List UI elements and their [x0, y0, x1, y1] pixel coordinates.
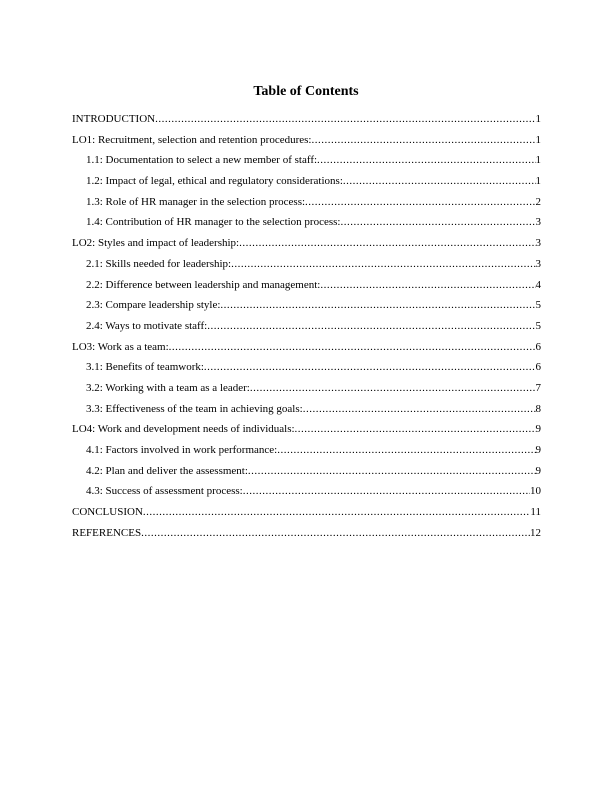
toc-entry-label: 3.1: Benefits of teamwork:: [86, 361, 204, 374]
toc-entry[interactable]: [72, 464, 541, 485]
toc-dot-leader: [141, 526, 530, 540]
toc-entry-label: 2.4: Ways to motivate staff:: [86, 319, 208, 332]
toc-entry[interactable]: [72, 153, 541, 174]
toc-dot-leader: [143, 505, 531, 519]
toc-dot-leader: [207, 319, 535, 333]
toc-entry-label: 3.3: Effectiveness of the team in achieving goals:: [86, 402, 303, 415]
toc-entry-page-number: 4: [535, 278, 541, 291]
toc-dot-leader: [305, 195, 535, 209]
toc-dot-leader: [343, 174, 536, 188]
toc-entry-page-number: 9: [535, 423, 541, 436]
toc-entry[interactable]: [72, 360, 541, 381]
toc-entry[interactable]: [72, 298, 541, 319]
toc-dot-leader: [320, 278, 535, 292]
toc-entry[interactable]: [72, 133, 541, 154]
toc-entry-page-number: 3: [535, 257, 541, 270]
toc-entry[interactable]: [72, 443, 541, 464]
toc-dot-leader: [204, 360, 536, 374]
toc-dot-leader: [311, 133, 535, 147]
toc-dot-leader: [317, 153, 535, 167]
toc-entry-label: 4.2: Plan and deliver the assessment:: [86, 464, 248, 477]
toc-entry-page-number: 12: [530, 526, 541, 539]
toc-entry-page-number: 3: [535, 216, 541, 229]
toc-entry-page-number: 3: [535, 237, 541, 250]
toc-entry-label: REFERENCES: [72, 526, 142, 539]
toc-entry-label: LO1: Recruitment, selection and retention procedures:: [72, 133, 312, 146]
toc-entry-label: 1.2: Impact of legal, ethical and regulatory considerations:: [86, 175, 343, 188]
toc-entry-label: 2.1: Skills needed for leadership:: [86, 257, 232, 270]
toc-entry[interactable]: [72, 381, 541, 402]
toc-entry-label: 3.2: Working with a team as a leader:: [86, 381, 250, 394]
toc-entry-label: 1.3: Role of HR manager in the selection process:: [86, 195, 306, 208]
toc-entry-label: 1.1: Documentation to select a new member of staff:: [86, 154, 318, 167]
toc-entry-label: 1.4: Contribution of HR manager to the selection process:: [86, 216, 341, 229]
toc-entry-label: 4.1: Factors involved in work performance:: [86, 444, 278, 456]
toc-dot-leader: [340, 215, 535, 229]
toc-entry[interactable]: [72, 195, 541, 216]
toc-entry-page-number: 1: [535, 113, 541, 125]
toc-entry-page-number: 11: [530, 506, 541, 519]
toc-entry-label: 2.3: Compare leadership style:: [86, 299, 221, 312]
toc-entry-label: 2.2: Difference between leadership and management:: [86, 278, 321, 291]
toc-entry-label: LO2: Styles and impact of leadership:: [72, 237, 240, 250]
toc-entry[interactable]: [72, 484, 541, 505]
toc-entry[interactable]: [72, 526, 541, 547]
toc-dot-leader: [239, 236, 535, 250]
toc-dot-leader: [248, 464, 536, 478]
toc-dot-leader: [243, 484, 530, 498]
toc-entry[interactable]: [72, 112, 541, 133]
toc-entry[interactable]: [72, 422, 541, 443]
toc-dot-leader: [250, 381, 536, 395]
toc-dot-leader: [231, 257, 535, 271]
toc-entry-page-number: 1: [535, 175, 541, 188]
toc-entry[interactable]: [72, 402, 541, 423]
toc-entry-page-number: 6: [535, 340, 541, 353]
toc-entry[interactable]: [72, 215, 541, 236]
toc-entry[interactable]: [72, 236, 541, 257]
toc-entry-label: 4.3: Success of assessment process:: [86, 485, 243, 498]
toc-entry[interactable]: [72, 505, 541, 526]
toc-entry-page-number: 6: [535, 361, 541, 374]
toc-entry-page-number: 5: [535, 319, 541, 332]
toc-entry[interactable]: [72, 340, 541, 361]
toc-entry-label: CONCLUSION: [72, 506, 143, 519]
toc-entry-label: LO3: Work as a team:: [72, 340, 169, 353]
toc-entry-page-number: 5: [535, 299, 541, 312]
toc-entry-label: LO4: Work and development needs of individuals:: [72, 423, 295, 436]
toc-dot-leader: [277, 443, 535, 457]
toc-entry[interactable]: [72, 319, 541, 340]
toc-dot-leader: [155, 112, 535, 126]
toc-dot-leader: [295, 422, 536, 436]
toc-entry-page-number: 8: [535, 402, 541, 415]
toc-entry-page-number: 1: [535, 154, 541, 167]
toc-entry-page-number: 7: [535, 381, 541, 394]
toc-title: Table of Contents: [253, 84, 359, 99]
toc-entry-page-number: 9: [535, 464, 541, 477]
toc-entry[interactable]: [72, 257, 541, 278]
toc-dot-leader: [169, 340, 536, 354]
toc-entry[interactable]: [72, 278, 541, 299]
toc-dot-leader: [303, 402, 536, 416]
toc-entry-page-number: 1: [535, 133, 541, 146]
toc-entry-label: INTRODUCTION: [72, 113, 156, 125]
toc-dot-leader: [220, 298, 535, 312]
toc-entry-page-number: 10: [530, 485, 541, 498]
toc-entry-page-number: 2: [535, 195, 541, 208]
toc-entry[interactable]: [72, 174, 541, 195]
toc-list: [72, 112, 541, 546]
toc-entry-page-number: 9: [535, 444, 541, 456]
